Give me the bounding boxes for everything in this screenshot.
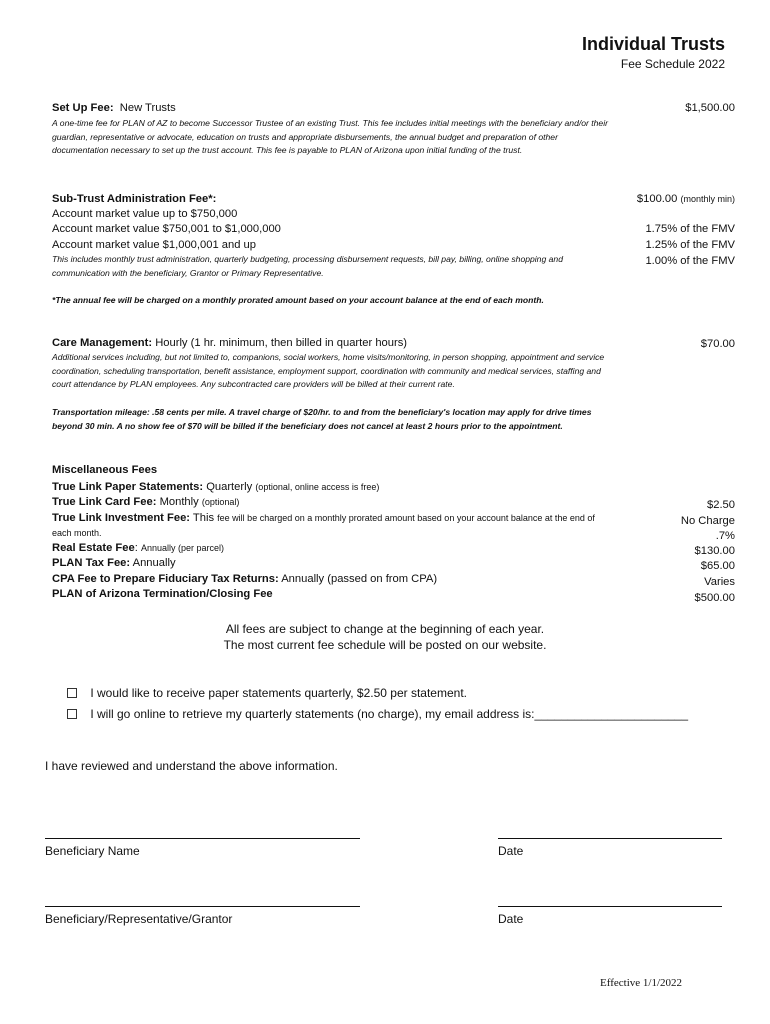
misc-item-value: : <box>134 542 138 554</box>
subtrust-tier-3: Account market value $1,000,001 and up <box>52 239 257 251</box>
fee-change-notice <box>0 621 770 653</box>
misc-fee-paper-statements: $2.50 <box>707 499 735 511</box>
page-subtitle: Fee Schedule 2022 <box>620 57 725 71</box>
misc-item-value: Monthly <box>159 496 199 508</box>
date-line-1[interactable] <box>498 838 722 839</box>
misc-item-note: (optional) <box>201 497 240 507</box>
subtrust-tier-2-fee: 1.25% of the FMV <box>645 239 735 251</box>
setup-fee-amount: $1,500.00 <box>685 102 735 114</box>
misc-fee-cpa: Varies <box>704 576 735 588</box>
beneficiary-signature-line[interactable] <box>45 838 360 839</box>
care-management-rate: Hourly (1 hr. minimum, then billed in quarter hours) <box>155 337 408 349</box>
misc-fee-real-estate: $130.00 <box>694 545 735 557</box>
subtrust-min-amount: $100.00 <box>636 193 678 205</box>
paper-statements-label: I would like to receive paper statements quarterly, $2.50 per statement. <box>90 686 467 700</box>
misc-item-termination-fee <box>52 587 612 603</box>
care-management-description: Additional services including, but not limited to, companions, social workers, home visits/monitoring, in person shopping, appointment and service coordination, scheduling transportation, benefit assistance, employment support, coordination with community and medical services, staffing and court attendance by PLAN employees. Any subcontracted care providers will be billed at their current rate. <box>52 352 605 390</box>
misc-item-label: CPA Fee to Prepare Fiduciary Tax Returns: <box>52 573 279 585</box>
misc-item-paper-statements <box>52 480 612 496</box>
notice-line-2: The most current fee schedule will be posted on our website. <box>223 638 547 652</box>
misc-fee-investment: .7% <box>715 530 735 542</box>
misc-item-label: PLAN of Arizona Termination/Closing Fee <box>52 588 273 600</box>
representative-label: Beneficiary/Representative/Grantor <box>45 912 233 926</box>
notice-line-1: All fees are subject to change at the beginning of each year. <box>225 622 545 636</box>
effective-date: Effective 1/1/2022 <box>600 977 682 989</box>
annual-fee-note: *The annual fee will be charged on a monthly prorated amount based on your account balance at the end of each month. <box>52 295 544 305</box>
transportation-mileage-note: Transportation mileage: .58 cents per mile. A travel charge of $20/hr. to and from the beneficiary's location may apply for drive times beyond 30 min. A no show fee of $70 will be billed if the beneficiary does not cancel at least 2 hours prior to the appointment. <box>52 407 592 431</box>
representative-signature-line[interactable] <box>45 906 360 907</box>
misc-item-card-fee <box>52 495 612 511</box>
setup-fee-heading <box>52 101 612 117</box>
subtrust-min-note: (monthly min) <box>680 194 735 204</box>
misc-item-note: fee will be charged on a monthly prorated amount based on your account balance at the end of each month. <box>52 513 595 538</box>
misc-item-label: Real Estate Fee <box>52 542 135 554</box>
date-label-2: Date <box>498 912 524 926</box>
date-label-1: Date <box>498 844 524 858</box>
misc-item-cpa-fee <box>52 572 612 588</box>
online-statements-checkbox[interactable] <box>67 709 77 719</box>
misc-item-value: Quarterly <box>206 481 253 493</box>
care-management-label: Care Management: <box>52 337 153 349</box>
misc-item-real-estate <box>52 541 612 557</box>
misc-item-investment-fee <box>52 511 612 541</box>
misc-item-value: Annually <box>132 557 176 569</box>
misc-item-label: True Link Investment Fee: <box>52 512 191 524</box>
care-management-heading <box>52 336 612 352</box>
setup-fee-description: A one-time fee for PLAN of AZ to become Successor Trustee of an existing Trust. This fee includes initial meetings with the beneficiary and/or their guardian, representative or advocate, education on trusts and appropriate disbursements, the annual budget and preparation of other documentation necessary to set up the trust account. This fee is payable to PLAN of Arizona upon initial funding of the trust. <box>52 118 608 156</box>
subtrust-fee-label: Sub-Trust Administration Fee*: <box>52 193 217 205</box>
misc-fee-tax: $65.00 <box>700 560 735 572</box>
misc-item-value: This <box>192 512 215 524</box>
subtrust-tier-2: Account market value $750,001 to $1,000,000 <box>52 223 281 235</box>
misc-item-note: (optional, online access is free) <box>255 482 380 492</box>
date-line-2[interactable] <box>498 906 722 907</box>
subtrust-description: This includes monthly trust administration, quarterly budgeting, processing disbursement requests, bill pay, billing, online shopping and communication with the beneficiary, Grantor or Primary Representative. <box>52 254 563 278</box>
misc-fees-heading: Miscellaneous Fees <box>52 464 158 476</box>
misc-item-label: True Link Card Fee: <box>52 496 157 508</box>
misc-item-note: Annually (per parcel) <box>140 543 224 553</box>
misc-item-label: PLAN Tax Fee: <box>52 557 131 569</box>
paper-statements-checkbox[interactable] <box>67 688 77 698</box>
misc-item-label: True Link Paper Statements: <box>52 481 204 493</box>
beneficiary-name-label: Beneficiary Name <box>45 844 140 858</box>
subtrust-min-fee <box>637 192 735 208</box>
subtrust-tier-1-fee: 1.75% of the FMV <box>645 223 735 235</box>
option-paper-statements[interactable] <box>67 686 467 700</box>
misc-fee-card: No Charge <box>680 515 735 527</box>
care-management-fee: $70.00 <box>700 338 735 350</box>
misc-item-value: Annually (passed on from CPA) <box>281 573 438 585</box>
setup-fee-label: Set Up Fee: <box>52 102 114 114</box>
misc-item-tax-fee <box>52 556 612 572</box>
page-title: Individual Trusts <box>581 34 725 54</box>
subtrust-tier-1: Account market value up to $750,000 <box>52 208 238 220</box>
option-online-statements[interactable] <box>67 707 688 721</box>
setup-fee-type: New Trusts <box>119 102 176 114</box>
subtrust-tier-3-fee: 1.00% of the FMV <box>645 255 735 267</box>
online-statements-label: I will go online to retrieve my quarterly statements (no charge), my email address is:_______________________ <box>90 707 689 721</box>
misc-fee-termination: $500.00 <box>694 592 735 604</box>
acknowledgement-text: I have reviewed and understand the above information. <box>45 759 338 773</box>
